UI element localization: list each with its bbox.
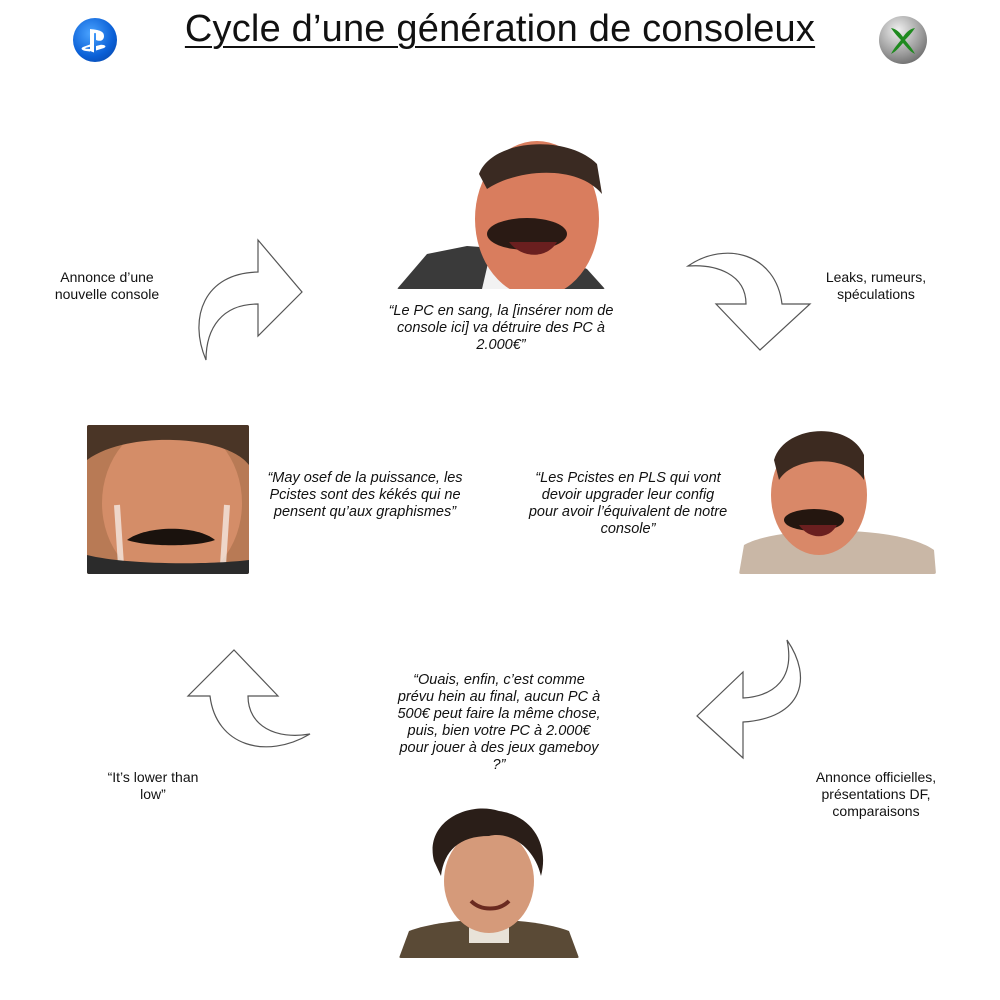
playstation-logo bbox=[73, 18, 117, 62]
page-title: Cycle d’une génération de consoleux bbox=[184, 8, 816, 50]
curved-arrow-icon-bottom-left bbox=[186, 648, 314, 756]
curved-arrow-icon-top-left bbox=[196, 238, 306, 364]
curved-arrow-icon-bottom-right bbox=[695, 638, 807, 764]
laughing-man-image-top bbox=[397, 134, 605, 289]
smiling-man-image-bottom bbox=[399, 806, 579, 958]
step-lower-label: “It’s lower than low” bbox=[107, 769, 199, 802]
crying-man-image-left bbox=[87, 425, 249, 574]
quote-top: “Le PC en sang, la [insérer nom de console ici] va détruire des PC à 2.000€” bbox=[388, 303, 614, 353]
step-leaks-label: Leaks, rumeurs, spéculations bbox=[825, 269, 927, 302]
step-official-label: Annonce officielles, présentations DF, comparaisons bbox=[815, 769, 937, 819]
laughing-man-image-right bbox=[739, 425, 936, 574]
quote-left: “May osef de la puissance, les Pcistes sont des kékés qui ne pensent qu’aux graphismes” bbox=[267, 470, 463, 520]
step-announce-label: Annonce d’une nouvelle console bbox=[54, 269, 160, 302]
curved-arrow-icon-top-right bbox=[686, 244, 814, 354]
xbox-logo bbox=[879, 16, 927, 64]
quote-right: “Les Pcistes en PLS qui vont devoir upgrader leur config pour avoir l’équivalent de notre console” bbox=[528, 470, 728, 537]
quote-bottom: “Ouais, enfin, c’est comme prévu hein au final, aucun PC à 500€ peut faire la même chose, puis, bien votre PC à 2.000€ pour jouer à des jeux gameboy ?” bbox=[397, 672, 601, 773]
